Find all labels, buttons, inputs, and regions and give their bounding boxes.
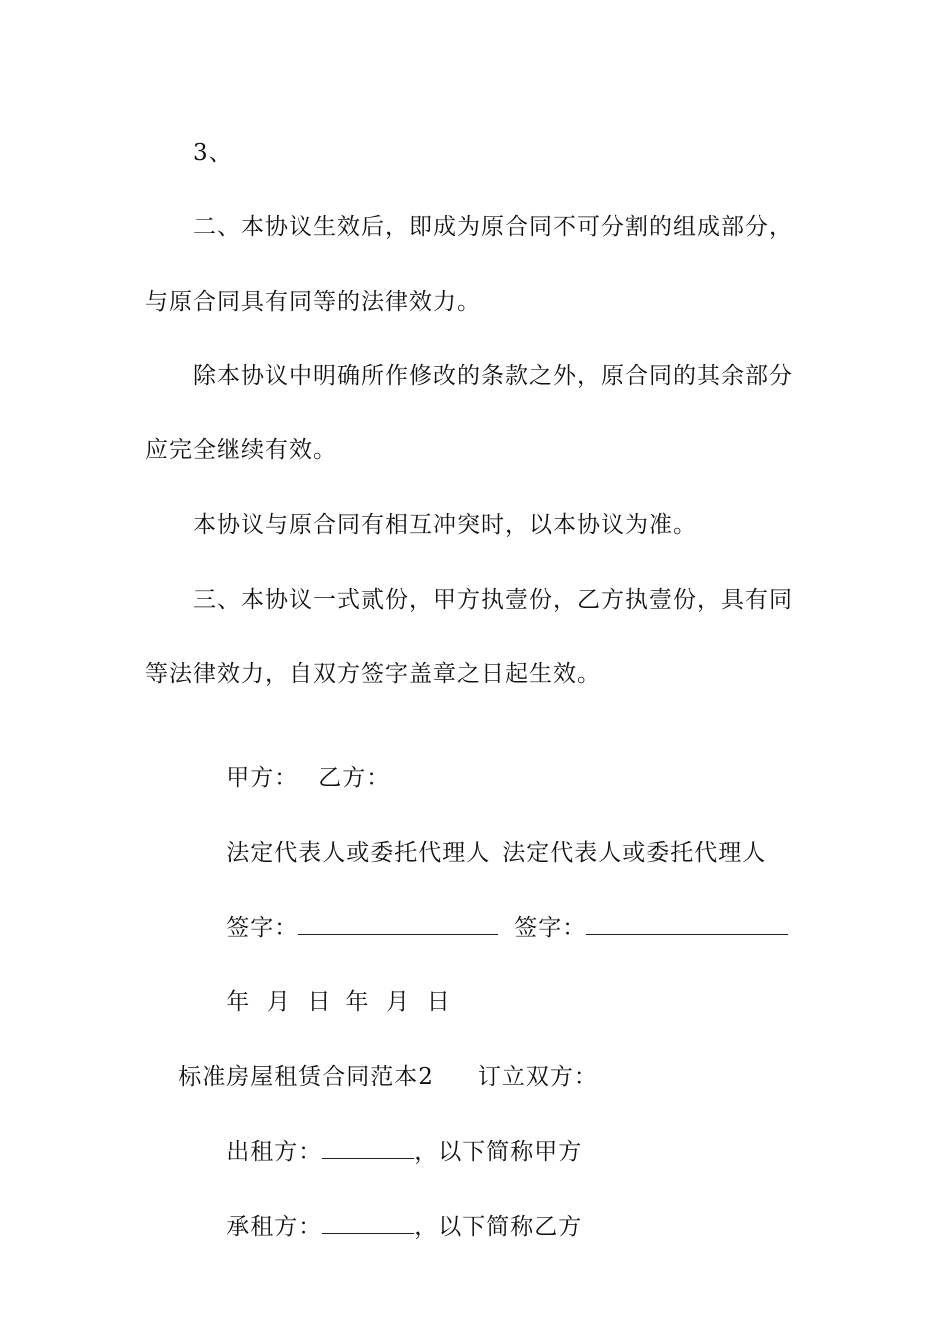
clause-two-para-3: 本协议与原合同有相互冲突时，以本协议为准。 — [193, 512, 697, 538]
party-b-label: 乙方： — [318, 765, 391, 791]
item-number-3: 3、 — [193, 140, 233, 166]
lessor-label: 出租方： — [226, 1139, 323, 1165]
signature-b-label: 签字： — [514, 915, 587, 941]
clause-two-line-1: 二、本协议生效后，即成为原合同不可分割的组成部分， — [193, 214, 793, 240]
lessee-row — [193, 1181, 582, 1272]
lessee-blank[interactable] — [322, 1211, 414, 1234]
date-a: 年 月 日 — [226, 989, 332, 1015]
clause-two-line-2: 与原合同具有同等的法律效力。 — [145, 289, 481, 315]
lessor-suffix: ，以下简称甲方 — [414, 1139, 583, 1165]
signature-a-blank[interactable] — [298, 912, 498, 935]
signature-b-blank[interactable] — [586, 912, 788, 935]
representative-b: 法定代表人或委托代理人 — [502, 840, 767, 866]
contract-parties-heading: 订立双方： — [477, 1064, 598, 1090]
clause-three-line-2: 等法律效力，自双方签字盖章之日起生效。 — [145, 661, 601, 687]
representative-a: 法定代表人或委托代理人 — [226, 840, 491, 866]
clause-two-para-2-line-1: 除本协议中明确所作修改的条款之外，原合同的其余部分 — [193, 363, 793, 389]
second-contract-title: 标准房屋租赁合同范本2 — [178, 1064, 434, 1090]
clause-three-line-1: 三、本协议一式贰份，甲方执壹份，乙方执壹份，具有同 — [193, 587, 793, 613]
party-a-label: 甲方： — [226, 765, 299, 791]
clause-two-para-2-line-2: 应完全继续有效。 — [145, 437, 337, 463]
lessee-suffix: ，以下简称乙方 — [414, 1214, 583, 1240]
date-b: 年 月 日 — [345, 989, 451, 1015]
signature-a-label: 签字： — [226, 915, 299, 941]
lessee-label: 承租方： — [226, 1214, 323, 1240]
lessor-blank[interactable] — [322, 1136, 414, 1159]
